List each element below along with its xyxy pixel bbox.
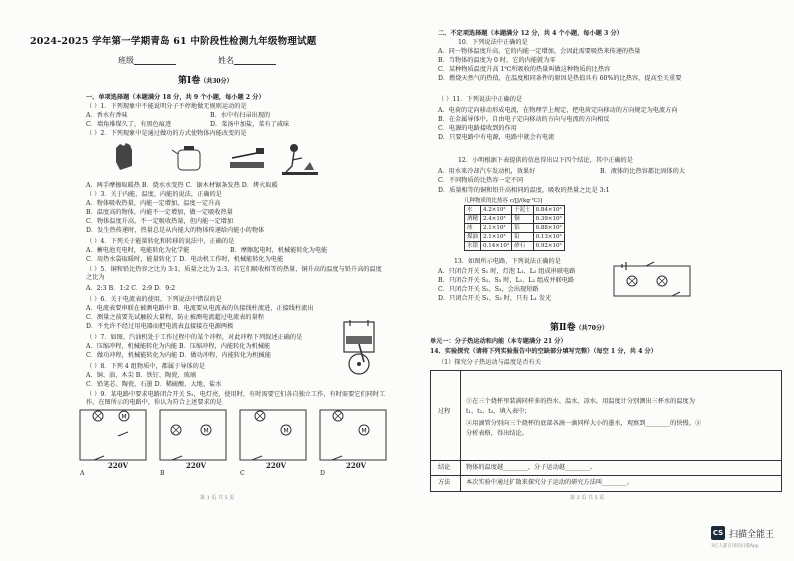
- q4-option-b: B．摩擦起电时，机械能转化为电能: [230, 247, 328, 254]
- circuit-d: [320, 410, 386, 460]
- question-1: （ ）1．下列现象中不能说明分子不停地做无规则运动的是: [86, 103, 247, 110]
- q8-option-c: C．铅笔芯、陶瓷、石墨 D．稀硫酸、大地、盐水: [86, 381, 222, 388]
- table-row: 冰 2.1×10³ 铝 0.88×10³: [465, 224, 565, 233]
- q4-option-c: C．用热水袋取暖时，能量转化了 D．电动机工作时，机械能转化为电能: [86, 256, 284, 263]
- heat-table-title: 几种物质的比热容 c/[J/(kg·℃)]: [464, 198, 543, 204]
- scanner-watermark: [711, 526, 774, 540]
- column-divider: [460, 370, 461, 491]
- q13-circuit-diagram: [608, 258, 698, 302]
- question-8: （ ）8．下列 4 组物质中，都属于导体的是: [86, 363, 205, 370]
- q10-option-d: D．燃烧天然气的热值，在温度相同条件的原因是热值具有 60%的比热容，提高至关重要: [438, 75, 682, 82]
- svg-text:M: M: [361, 427, 367, 435]
- q3-option-d: D．发生热传递时，热量总是从内能大的物体传递给内能小的物体: [86, 227, 265, 234]
- q7-option-c: C．做功冲程，机械能转化为内能 D．做功冲程，内能转化为机械能: [86, 352, 271, 359]
- table-row: 酒精 2.4×10³ 铜 0.39×10³: [465, 215, 565, 224]
- circuit-label-c: C: [240, 470, 245, 477]
- q12-option-d: D．质量相等的铜和铅升高相同的温度，吸收的热量之比是 3:1: [438, 187, 610, 194]
- q3-option-c: C．物体温度升高，不一定吸收热量，但内能一定增加: [86, 218, 234, 225]
- q13-option-c: C．只闭合开关 S₂、S₃，会出现短路: [438, 286, 539, 293]
- circuit-label-b: B: [160, 470, 165, 477]
- row-divider: [430, 460, 781, 461]
- q11-option-d: D．只要电路中有电源，电路中就会有电流: [438, 134, 555, 141]
- scanner-tagline: 3亿人都在用的扫描App: [711, 544, 759, 549]
- question-12: 12．小明根据下表提供的信息得出以下四个结论，其中正确的是: [458, 157, 633, 164]
- q5-options: A．2:3 B．1:2 C．2:9 D．9:2: [86, 285, 176, 292]
- process-step-3: 分析表格，得出结论。: [466, 430, 528, 437]
- section1-title: 第Ⅰ卷（共30分）: [178, 76, 233, 86]
- question-14: 14．实验探究（请将下列实验报告中的空缺部分填写完整）（每空 1 分，共 4 分）: [430, 348, 657, 355]
- engine-cylinder-diagram: [330, 316, 390, 380]
- name-label: 姓名: [218, 57, 276, 65]
- question-4: （ ）4．下列关于能量转化和转移的说法中，正确的是: [86, 238, 235, 245]
- q6-option-d: D．不允许不经过用电器而把电流表直接接在电源两极: [86, 323, 234, 330]
- process-step-1b: t₁、t₂、t₃，填入表中；: [466, 408, 531, 415]
- question-6: （ ）6．关于电流表的使用，下列说法中错误的是: [86, 296, 222, 303]
- question-9: （ ）9．某电路中要求电路闭合开关 S₁，电灯亮，使用时，有时需要它们各自独立工作，有时需要它们同时工作，在图所示的电路中，你认为符合上述要求的是: [86, 391, 386, 406]
- voltage-d: 220V: [346, 461, 367, 470]
- scanner-app-icon: CS: [711, 526, 725, 540]
- part2-heading: 二、不定项选择题（本题满分 12 分，共 4 个小题，每小题 3 分）: [438, 30, 623, 37]
- row-label-process: 过程: [438, 408, 451, 415]
- svg-text:M: M: [203, 427, 209, 435]
- q4-option-a: A．蓄电池充电时，电能转化为化学能: [86, 247, 190, 254]
- table-row: 水 4.2×10³ 干泥土 0.84×10³: [465, 206, 565, 215]
- row-label-method: 方法: [438, 479, 451, 486]
- page-footer-right: 第 2 页 共 5 页: [570, 495, 605, 501]
- q3-option-b: B．温度高的物体，内能不一定增加，做一定吸收热量: [86, 209, 233, 216]
- question-10: 10．下列说法中正确的是: [458, 39, 528, 46]
- q13-option-d: D．只闭合开关 S₁、S₃ 时，只有 L₁ 发光: [438, 295, 552, 302]
- question-13: 13．如图所示电路，下列说法正确的是: [454, 258, 561, 265]
- process-step-1: ①在三个烧杯里装满同样多的热水、温水、凉水，用温度计分别测出三杯水的温度为: [466, 398, 695, 405]
- question-7: （ ）7．如图，汽油机处于工作过程中的某个冲程，对此冲程下列叙述正确的是: [86, 334, 303, 341]
- hands-rubbing-image: [116, 143, 132, 170]
- q1-option-b: B．水中有扫帚出现的: [210, 112, 271, 119]
- saw-wood-image: [230, 148, 264, 168]
- q3-option-a: A．物体吸收热量，内能一定增加，温度一定升高: [86, 200, 221, 207]
- question-3: （ ）3．关于内能、温度、内能的说法，正确的是: [86, 191, 222, 198]
- class-label: 班级: [118, 57, 176, 65]
- voltage-c: 220V: [266, 461, 287, 470]
- svg-text:M: M: [121, 413, 127, 421]
- q13-option-b: B．只闭合开关 S₂、S₃ 时，L₁、L₂ 组成并联电路: [438, 277, 575, 284]
- q13-option-a: A．只闭合开关 S₁ 时，灯泡 L₁、L₂ 组成串联电路: [438, 268, 576, 275]
- q2-illustrations: [106, 140, 326, 180]
- circuit-label-d: D: [320, 470, 325, 477]
- table-row: 煤油 2.1×10³ 铅 0.13×10³: [465, 233, 565, 242]
- q2-captions: A．两手摩擦取暖热 B．烧水水变热 C．锯木材锯条发热 D．烤火取暖: [86, 182, 278, 189]
- part1-heading: 一、单项选择题（本题满分 18 分，共 9 个小题，每小题 2 分）: [86, 94, 265, 101]
- svg-text:M: M: [283, 427, 289, 435]
- q7-option-a: A．压缩冲程，机械能转化为内能 B．压缩冲程，内能转化为机械能: [86, 343, 271, 350]
- circuit-c: [240, 410, 306, 460]
- unit1-heading: 单元一：分子热运动和内能（本专题满分 21 分）: [430, 338, 567, 345]
- q10-option-a: A．同一物体温度升高，它的内能一定增加，会因此需要吸热来传递的热量: [438, 48, 641, 55]
- q12-option-b: B．液体的比热容都比固体的大: [600, 168, 685, 175]
- row-divider: [430, 475, 781, 476]
- exam-title: 2024-2025 学年第一学期青岛 61 中阶段性检测九年级物理试题: [30, 36, 317, 47]
- q14-subheading: （1）探究分子热运动与温度是否有关: [438, 359, 541, 366]
- q1-option-c: C．墙角堆煤久了，有黑色痕迹: [86, 121, 172, 128]
- section2-title: 第Ⅱ卷（共70分）: [550, 323, 608, 333]
- conclusion-text: 物体的温度越________，分子运动越________。: [466, 464, 596, 471]
- question-5: （ ）5．铜和铅比热容之比为 3:1，质量之比为 2:3，若它们吸收相等的热量，铜升高的温度与铅升高的温度之比为: [86, 266, 382, 281]
- q6-option-c: C．测量之前要先试触较大量程，防止被测电流超过电流表的量程: [86, 314, 264, 321]
- q10-option-c: C．某种物质温度升高 1℃所吸收的热量叫做这种物质的比热容: [438, 66, 611, 73]
- circuit-a: [80, 410, 146, 460]
- q10-option-b: B．当物体的温度为 0 时，它的内能就为零: [438, 57, 556, 64]
- process-step-2: ②用滴管分别向三个烧杯的底部各滴一滴同样大小的墨水，观察到________的快慢。③: [466, 420, 702, 427]
- voltage-a: 220V: [108, 461, 129, 470]
- q11-option-a: A．电荷的定向移动形成电流，在物理学上规定，把电荷定向移动的方向规定为电流方向: [438, 107, 678, 114]
- voltage-b: 220V: [186, 461, 207, 470]
- circuit-label-a: A: [80, 470, 85, 477]
- q12-option-a: A．用水来冷却汽车发动机，效果好: [438, 168, 536, 175]
- q11-option-c: C．电源的电路接收到的作用: [438, 125, 517, 132]
- row-label-conclusion: 结论: [438, 464, 451, 471]
- q1-option-a: A．香水有香味: [86, 112, 128, 119]
- q6-option-a: A．电流表要串联在被测电路中 B．电流要从电流表的负接线柱流进，正接线柱流出: [86, 305, 314, 312]
- kettle-image: [172, 146, 200, 170]
- q8-option-a: A．铜、油、木尖 B．铁钉、陶瓷、玻璃: [86, 372, 196, 379]
- method-text: 本次实验中通过扩散来探究分子运动的研究方法叫________。: [466, 479, 634, 486]
- page-footer-left: 第 1 页 共 5 页: [200, 495, 235, 501]
- specific-heat-table: [464, 205, 565, 251]
- circuit-b: [160, 410, 226, 460]
- question-2: （ ）2．下列现象中是通过做功的方式使物体内能改变的是: [86, 130, 247, 137]
- scanner-app-name: 扫描全能王: [729, 529, 775, 540]
- q1-option-d: D．菜汤中加盐，菜有了咸味: [210, 121, 290, 128]
- table-row: 水银 0.14×10³ 砂石 0.92×10³: [465, 242, 565, 251]
- question-11: （ ）11．下列说法中正确的是: [438, 96, 523, 103]
- fire-warming-image: [282, 144, 318, 175]
- right-page: [400, 0, 794, 561]
- q11-option-b: B．在金属导体中，自由电子定向移动的方向与电流的方向相反: [438, 116, 610, 123]
- q12-option-c: C．不同物质的比热容一定不同: [438, 177, 524, 184]
